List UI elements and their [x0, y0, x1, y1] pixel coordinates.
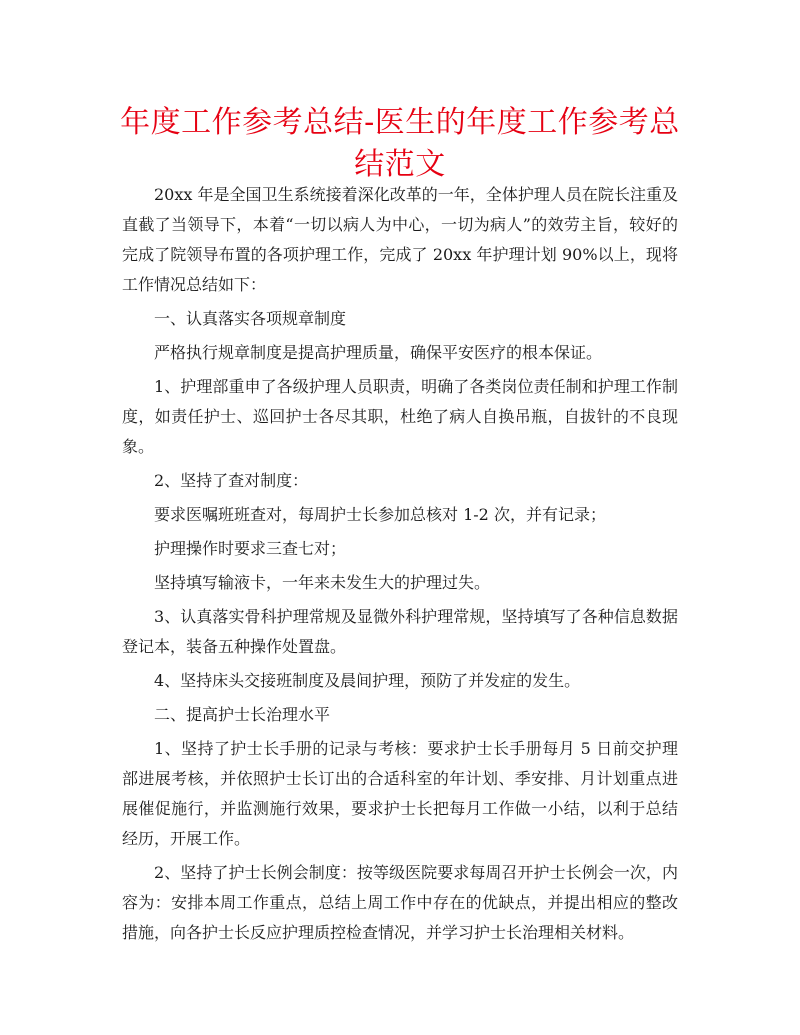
section-heading-1: 一、认真落实各项规章制度 — [154, 309, 347, 328]
paragraph: 坚持填写输液卡，一年来未发生大的护理过失。 — [154, 573, 491, 592]
paragraph: 2、坚持了护士长例会制度：按等级医院要求每周召开护士长例会一次，内容为：安排本周工作重点，总结上周工作中存在的优缺点，并提出相应的整改措施，向各护士长反应护理质控检查情况，并学习护士长治理相关材料。 — [122, 863, 678, 942]
paragraph: 2、坚持了查对制度： — [154, 471, 309, 490]
paragraph: 1、护理部重申了各级护理人员职责，明确了各类岗位责任制和护理工作制度，如责任护士、巡回护士各尽其职，杜绝了病人自换吊瓶，自拔针的不良现象。 — [122, 377, 678, 456]
paragraph: 3、认真落实骨科护理常规及显微外科护理常规，坚持填写了各种信息数据登记本，装备五种操作处置盘。 — [122, 607, 678, 656]
paragraph: 1、坚持了护士长手册的记录与考核：要求护士长手册每月 5 日前交护理部进展考核，并依照护士长订出的合适科室的年计划、季安排、月计划重点进展催促施行，并监测施行效果，要求护士长把每月工作做一小结，以利于总结经历，开展工作。 — [122, 739, 678, 848]
document-body — [122, 180, 678, 952]
paragraph: 要求医嘱班班查对，每周护士长参加总核对 1-2 次，并有记录； — [154, 505, 606, 524]
paragraph-intro: 20xx 年是全国卫生系统接着深化改革的一年，全体护理人员在院长注重及直截了当领导下，本着“一切以病人为中心，一切为病人”的效劳主旨，较好的完成了院领导布置的各项护理工作，完成了 20xx 年护理计划 90%以上，现将工作情况总结如下： — [122, 185, 678, 294]
section-heading-2: 二、提高护士长治理水平 — [154, 705, 331, 724]
paragraph: 4、坚持床头交接班制度及晨间护理，预防了并发症的发生。 — [154, 671, 581, 690]
paragraph: 护理操作时要求三查七对； — [154, 539, 347, 558]
document-title: 年度工作参考总结-医生的年度工作参考总结范文 — [120, 105, 680, 182]
paragraph: 严格执行规章制度是提高护理质量，确保平安医疗的根本保证。 — [154, 343, 603, 362]
